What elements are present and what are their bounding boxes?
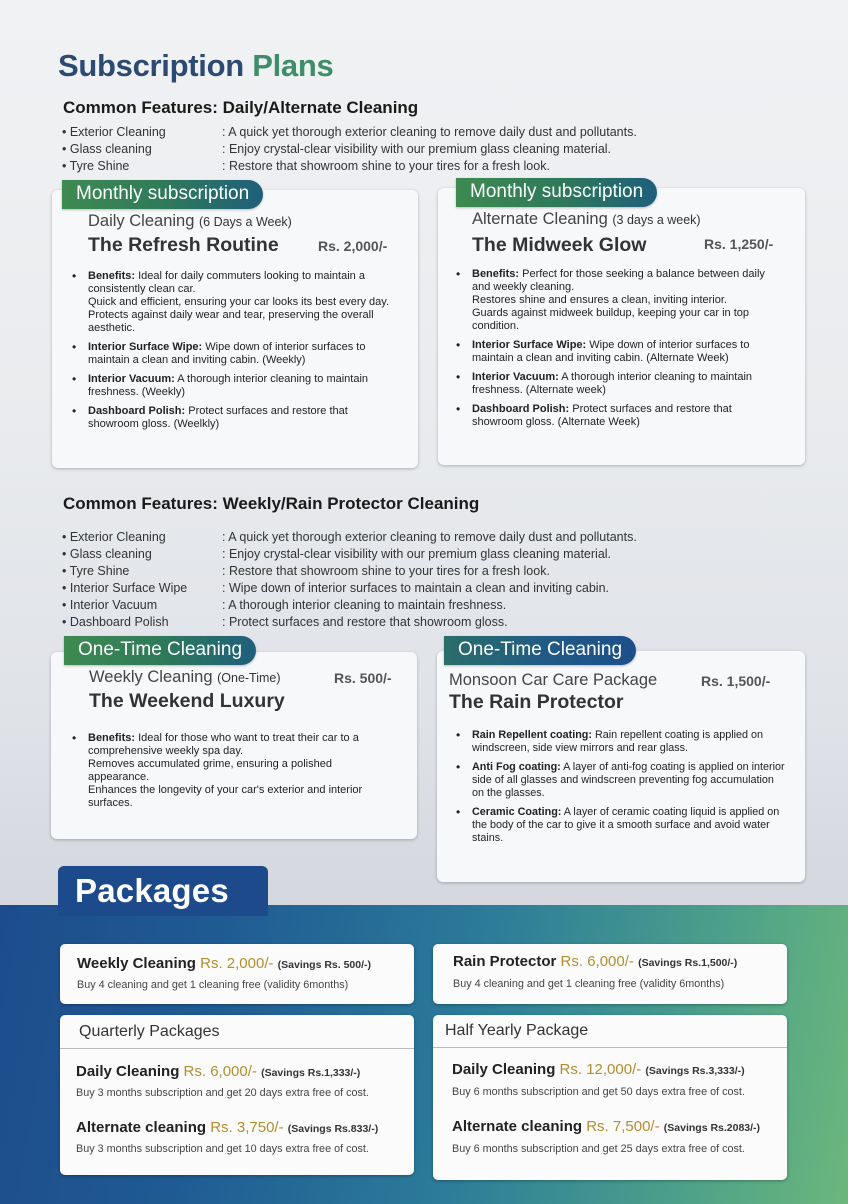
bullet-text: Wipe down of interior surfaces to maintain a clean and inviting cabin. (Alternate Week) <box>472 339 750 364</box>
plan-name: The Weekend Luxury <box>89 690 285 712</box>
feature-name: • Interior Surface Wipe <box>62 581 188 595</box>
package-label: Alternate cleaning <box>76 1119 207 1136</box>
plan-card-midweek <box>438 188 805 465</box>
plan-subtitle-text: Daily Cleaning <box>88 212 195 230</box>
page-title-part1: Subscription <box>58 48 244 83</box>
plan-subtitle-small: (6 Days a Week) <box>198 215 292 229</box>
plan-price: Rs. 1,500/- <box>701 673 771 689</box>
bullet-text: Protect surfaces and restore that showroom gloss. (Weelkly) <box>88 405 348 430</box>
bullet-extra: Removes accumulated grime, ensuring a polished appearance. <box>88 758 332 783</box>
plan-card-weekend <box>51 652 417 839</box>
bullet-label: Ceramic Coating: <box>472 806 562 818</box>
package-card-quarterly <box>60 1015 414 1175</box>
bullet-label: Benefits: <box>88 732 136 744</box>
feature-desc: : Enjoy crystal-clear visibility with our premium glass cleaning material. <box>222 142 612 156</box>
feature-row <box>62 546 637 563</box>
bullet-extra: Restores shine and ensures a clean, inviting interior. <box>472 294 727 306</box>
bullet-text: Perfect for those seeking a balance between daily and weekly cleaning. <box>472 268 765 293</box>
bullet-label: Benefits: <box>88 270 136 282</box>
list-item <box>455 339 785 365</box>
bullet-text: Protect surfaces and restore that showroom gloss. (Alternate Week) <box>472 403 732 428</box>
package-note: Buy 6 months subscription and get 50 days extra free of cost. <box>452 1086 745 1098</box>
package-price: Rs. 6,000/- <box>560 953 634 970</box>
feature-desc: : Protect surfaces and restore that showroom gloss. <box>222 615 508 629</box>
list-item <box>71 373 396 399</box>
plan-benefits <box>71 270 396 437</box>
bullet-label: Anti Fog coating: <box>472 761 561 773</box>
feature-name: • Interior Vacuum <box>62 598 158 612</box>
plan-benefits <box>455 729 785 851</box>
plan-card-refresh <box>52 190 418 468</box>
plan-pill-rain: One-Time Cleaning <box>444 636 636 665</box>
package-savings: (Savings Rs.2083/-) <box>663 1122 761 1134</box>
package-label: Alternate cleaning <box>452 1118 583 1135</box>
feature-row <box>62 124 637 141</box>
bullet-text: Wipe down of interior surfaces to maintain a clean and inviting cabin. (Weekly) <box>88 341 366 366</box>
package-line <box>77 955 371 972</box>
bullet-extra: Quick and efficient, ensuring your car looks its best every day. Protects against daily wear and tear, preserving the overall aesthetic. <box>88 296 390 334</box>
plan-name: The Midweek Glow <box>472 234 647 256</box>
common-weekly-list <box>62 529 637 631</box>
plan-pill-midweek: Monthly subscription <box>456 178 657 207</box>
plan-subtitle-text: Alternate Cleaning <box>472 210 608 228</box>
divider <box>433 1047 787 1048</box>
feature-name: • Glass cleaning <box>62 142 152 156</box>
bullet-label: Dashboard Polish: <box>88 405 186 417</box>
bullet-label: Rain Repellent coating: <box>472 729 592 741</box>
feature-desc: : Enjoy crystal-clear visibility with our premium glass cleaning material. <box>222 547 612 561</box>
package-card-half-yearly <box>433 1015 787 1180</box>
feature-name: • Exterior Cleaning <box>62 125 166 139</box>
package-label: Weekly Cleaning <box>77 955 196 972</box>
package-note: Buy 6 months subscription and get 25 days extra free of cost. <box>452 1143 745 1155</box>
divider <box>60 1048 414 1049</box>
page-title <box>58 48 333 84</box>
bullet-text: A layer of ceramic coating liquid is applied on the body of the car to give it a smooth surface and avoid water stains. <box>472 806 780 844</box>
plan-benefits <box>71 732 391 816</box>
plan-card-rain <box>437 651 805 882</box>
package-note: Buy 3 months subscription and get 10 days extra free of cost. <box>76 1143 369 1155</box>
package-savings: (Savings Rs.3,333/-) <box>645 1065 745 1077</box>
package-note: Buy 4 cleaning and get 1 cleaning free (validity 6months) <box>453 978 725 990</box>
package-heading: Quarterly Packages <box>79 1023 220 1040</box>
package-price: Rs. 2,000/- <box>200 955 274 972</box>
plan-subtitle <box>88 212 292 231</box>
feature-desc: : A quick yet thorough exterior cleaning to remove daily dust and pollutants. <box>222 530 637 544</box>
feature-name: • Tyre Shine <box>62 564 130 578</box>
feature-row <box>62 614 637 631</box>
list-item <box>71 270 396 335</box>
feature-desc: : A quick yet thorough exterior cleaning to remove daily dust and pollutants. <box>222 125 637 139</box>
package-price: Rs. 6,000/- <box>183 1063 257 1080</box>
plan-subtitle-small: (3 days a week) <box>612 213 701 227</box>
feature-row <box>62 597 637 614</box>
plan-name: The Refresh Routine <box>88 234 279 256</box>
feature-name: • Tyre Shine <box>62 159 130 173</box>
feature-row <box>62 141 637 158</box>
feature-desc: : Restore that showroom shine to your tires for a fresh look. <box>222 564 550 578</box>
list-item <box>455 371 785 397</box>
plan-pill-refresh: Monthly subscription <box>62 180 263 209</box>
package-price: Rs. 7,500/- <box>586 1118 660 1135</box>
list-item <box>71 405 396 431</box>
bullet-label: Interior Vacuum: <box>88 373 175 385</box>
list-item <box>455 761 785 800</box>
package-savings: (Savings Rs.1,333/-) <box>261 1067 361 1079</box>
package-note: Buy 3 months subscription and get 20 days extra free of cost. <box>76 1087 369 1099</box>
bullet-text: Ideal for daily commuters looking to maintain a consistently clean car. <box>88 270 365 295</box>
package-label: Daily Cleaning <box>76 1063 180 1080</box>
list-item <box>71 341 396 367</box>
bullet-extra: Enhances the longevity of your car's exterior and interior surfaces. <box>88 784 363 809</box>
package-price: Rs. 12,000/- <box>559 1061 642 1078</box>
package-savings: (Savings Rs. 500/-) <box>277 959 372 971</box>
package-note: Buy 4 cleaning and get 1 cleaning free (validity 6months) <box>77 979 349 991</box>
bullet-label: Dashboard Polish: <box>472 403 570 415</box>
package-line <box>453 953 737 970</box>
plan-subtitle <box>89 668 281 687</box>
package-label: Rain Protector <box>453 953 557 970</box>
package-line <box>76 1119 378 1136</box>
feature-desc: : Wipe down of interior surfaces to maintain a clean and inviting cabin. <box>222 581 610 595</box>
plan-subtitle: Monsoon Car Care Package <box>449 671 658 689</box>
plan-subtitle-small: (One-Time) <box>217 671 281 685</box>
list-item <box>455 806 785 845</box>
plan-benefits <box>455 268 785 435</box>
packages-title: Packages <box>58 866 268 916</box>
list-item <box>455 403 785 429</box>
bullet-text: Ideal for those who want to treat their car to a comprehensive weekly spa day. <box>88 732 359 757</box>
package-card-rain <box>433 944 787 1004</box>
feature-row <box>62 580 637 597</box>
plan-price: Rs. 500/- <box>334 670 392 686</box>
plan-pill-weekend: One-Time Cleaning <box>64 636 256 665</box>
package-line <box>76 1063 360 1080</box>
feature-row <box>62 158 637 175</box>
common-weekly-heading: Common Features: Weekly/Rain Protector Cleaning <box>63 494 480 513</box>
plan-subtitle-text: Weekly Cleaning <box>89 668 213 686</box>
bullet-text: A layer of anti-fog coating is applied on interior side of all glasses and windscreen preventing fog accumulation on the glasses. <box>472 761 785 799</box>
bullet-extra: Guards against midweek buildup, keeping your car in top condition. <box>472 307 749 332</box>
list-item <box>455 268 785 333</box>
feature-name: • Glass cleaning <box>62 547 152 561</box>
bullet-text: A thorough interior cleaning to maintain freshness. (Weekly) <box>88 373 369 398</box>
package-heading: Half Yearly Package <box>445 1022 589 1039</box>
list-item <box>71 732 391 810</box>
page-title-part2: Plans <box>252 48 334 83</box>
bullet-label: Interior Surface Wipe: <box>472 339 587 351</box>
bullet-text: A thorough interior cleaning to maintain freshness. (Alternate week) <box>472 371 753 396</box>
common-daily-list <box>62 124 637 175</box>
package-price: Rs. 3,750/- <box>210 1119 284 1136</box>
plan-name: The Rain Protector <box>449 691 624 713</box>
feature-row <box>62 529 637 546</box>
feature-name: • Exterior Cleaning <box>62 530 166 544</box>
bullet-label: Interior Surface Wipe: <box>88 341 203 353</box>
plan-subtitle <box>472 210 701 229</box>
plan-price: Rs. 1,250/- <box>704 236 774 252</box>
package-savings: (Savings Rs.1,500/-) <box>638 957 738 969</box>
feature-name: • Dashboard Polish <box>62 615 169 629</box>
package-savings: (Savings Rs.833/-) <box>287 1123 379 1135</box>
list-item <box>455 729 785 755</box>
feature-desc: : Restore that showroom shine to your tires for a fresh look. <box>222 159 550 173</box>
common-daily-heading: Common Features: Daily/Alternate Cleaning <box>63 98 419 117</box>
package-line <box>452 1118 760 1135</box>
feature-desc: : A thorough interior cleaning to maintain freshness. <box>222 598 507 612</box>
bullet-text: Rain repellent coating is applied on windscreen, side view mirrors and rear glass. <box>472 729 764 754</box>
package-card-weekly <box>60 944 414 1004</box>
plan-price: Rs. 2,000/- <box>318 238 388 254</box>
package-line <box>452 1061 745 1078</box>
feature-row <box>62 563 637 580</box>
bullet-label: Benefits: <box>472 268 520 280</box>
bullet-label: Interior Vacuum: <box>472 371 559 383</box>
package-label: Daily Cleaning <box>452 1061 556 1078</box>
